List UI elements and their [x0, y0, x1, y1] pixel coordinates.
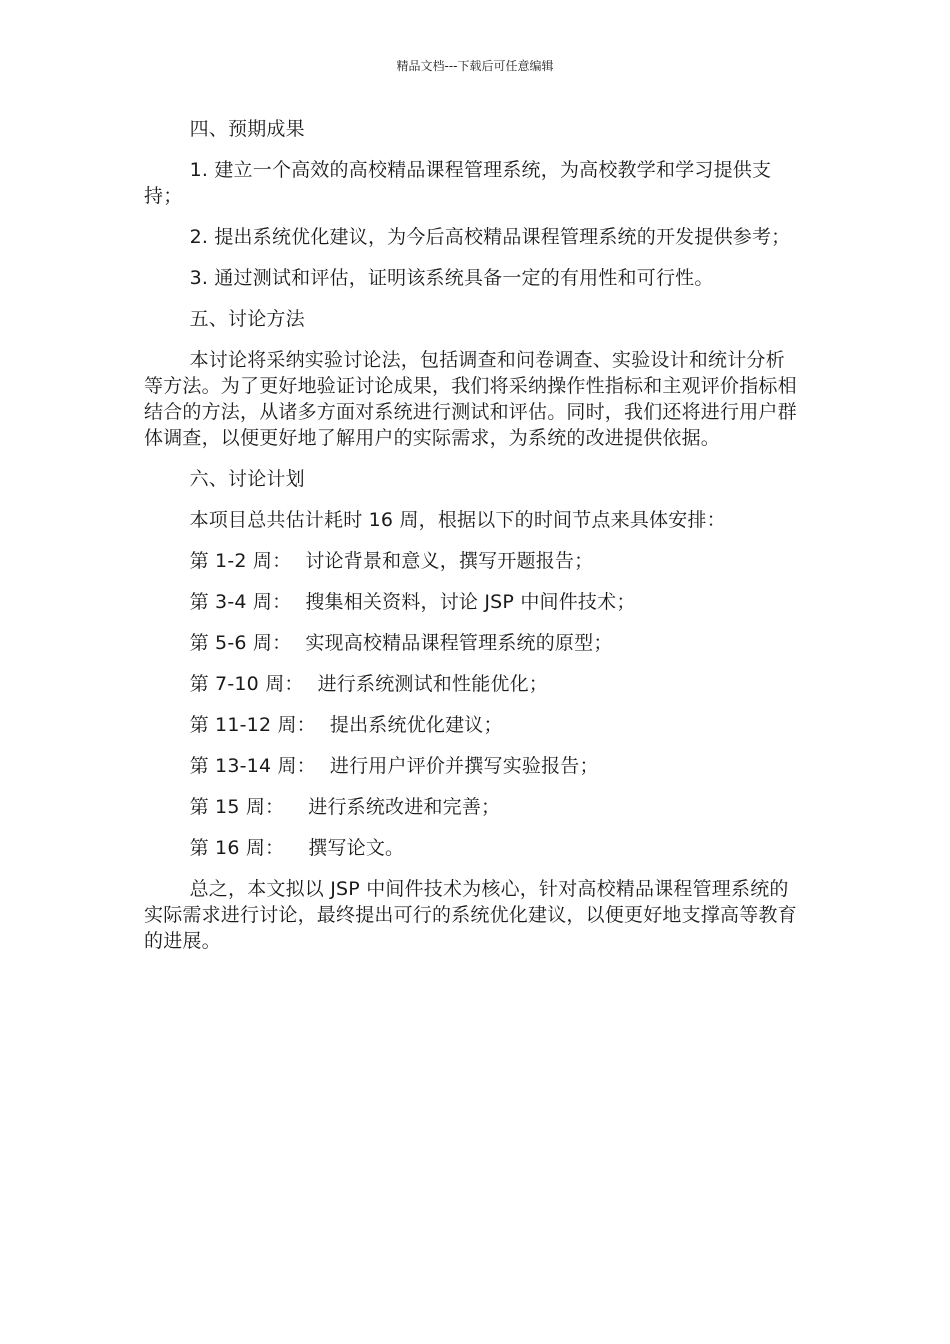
method-paragraph: 本讨论将采纳实验讨论法，包括调查和问卷调查、实验设计和统计分析等方法。为了更好地验证讨论成果，我们将采纳操作性指标和主观评价指标相结合的方法，从诸多方面对系统进行测试和评估。同时，我们还将进行用户群体调查，以便更好地了解用户的实际需求，为系统的改进提供依据。: [144, 349, 797, 449]
schedule-period: 第 1-2 周：: [189, 550, 292, 572]
schedule-task: 搜集相关资料，讨论 JSP 中间件技术；: [305, 591, 636, 613]
schedule-period: 第 11-12 周：: [189, 714, 316, 736]
schedule-item: [144, 589, 800, 615]
schedule-period: 第 3-4 周：: [189, 591, 292, 613]
schedule-period: 第 16 周：: [189, 837, 285, 859]
expected-result-item: 3. 通过测试和评估，证明该系统具备一定的有用性和可行性。: [189, 267, 714, 289]
schedule-task: 进行系统改进和完善；: [308, 796, 501, 818]
document-body: [144, 116, 800, 969]
expected-result-item: 2. 提出系统优化建议，为今后高校精品课程管理系统的开发提供参考；: [189, 226, 791, 248]
expected-result-item: 1. 建立一个高效的高校精品课程管理系统，为高校教学和学习提供支持；: [144, 159, 772, 207]
section-heading-expected-results: 四、预期成果: [189, 118, 305, 140]
schedule-item: [144, 753, 800, 779]
schedule-task: 实现高校精品课程管理系统的原型；: [305, 632, 613, 654]
schedule-period: 第 5-6 周：: [189, 632, 292, 654]
schedule-task: 撰写论文。: [308, 837, 405, 859]
conclusion-paragraph: 总之，本文拟以 JSP 中间件技术为核心，针对高校精品课程管理系统的实际需求进行讨论，最终提出可行的系统优化建议，以便更好地支撑高等教育的进展。: [144, 878, 797, 952]
page-header: 精品文档---下载后可任意编辑: [396, 59, 554, 73]
schedule-item: [144, 671, 800, 697]
schedule-task: 讨论背景和意义，撰写开题报告；: [305, 550, 594, 572]
schedule-item: [144, 712, 800, 738]
schedule-item: [144, 835, 800, 861]
schedule-item: [144, 794, 800, 820]
schedule-item: [144, 548, 800, 574]
schedule-task: 进行用户评价并撰写实验报告；: [329, 755, 599, 777]
plan-intro: 本项目总共估计耗时 16 周，根据以下的时间节点来具体安排：: [189, 509, 726, 531]
schedule-task: 提出系统优化建议；: [329, 714, 503, 736]
schedule-period: 第 13-14 周：: [189, 755, 316, 777]
section-heading-method: 五、讨论方法: [189, 308, 305, 330]
section-heading-plan: 六、讨论计划: [189, 468, 305, 490]
schedule-period: 第 7-10 周：: [189, 673, 304, 695]
schedule-item: [144, 630, 800, 656]
schedule-task: 进行系统测试和性能优化；: [317, 673, 549, 695]
schedule-period: 第 15 周：: [189, 796, 285, 818]
